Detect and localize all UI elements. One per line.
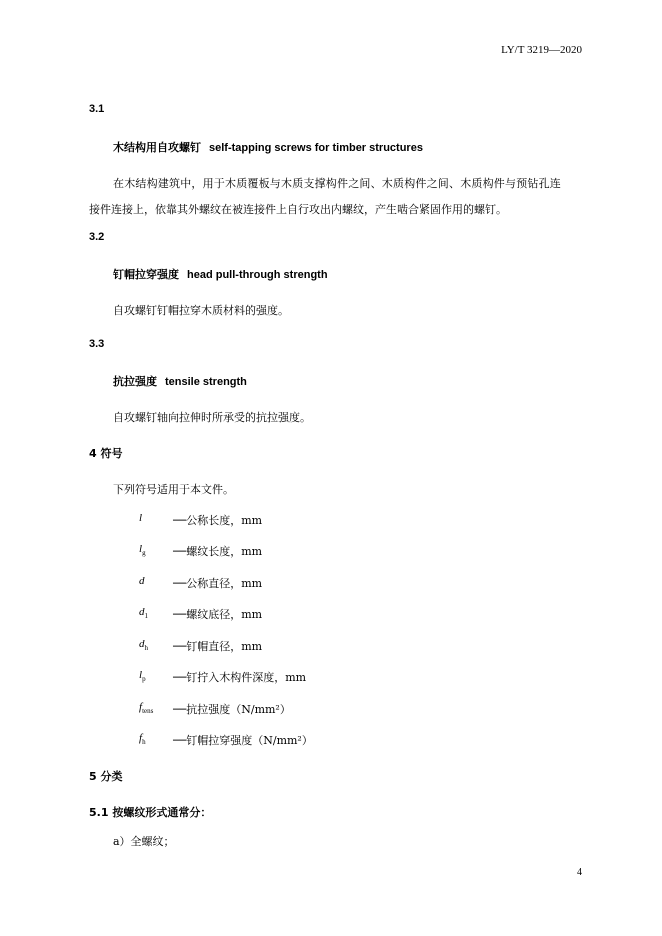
term-3-2 [113, 266, 328, 282]
definition-3-3: 自攻螺钉轴向拉伸时所承受的抗拉强度。 [113, 411, 311, 424]
symbol-lp-description: ──钉拧入木构件深度，mm [173, 671, 307, 684]
symbol-ftens-description: ──抗拉强度（N/mm²） [173, 703, 291, 716]
symbol-d1: $d_1$ [139, 606, 148, 621]
symbol-d: d [139, 575, 145, 587]
definition-3-1-line1: 在木结构建筑中，用于木质覆板与木质支撑构件之间、木质构件之间、木质构件与预钻孔连 [113, 177, 561, 190]
term-3-1 [113, 139, 423, 155]
section-4-intro: 下列符号适用于本文件。 [113, 483, 234, 496]
list-item-a: a）全螺纹； [113, 835, 175, 848]
symbol-d-description: ──公称直径，mm [173, 577, 263, 590]
symbol-dh-description: ──钉帽直径，mm [173, 640, 263, 653]
definition-3-1-line2: 接件连接上，依靠其外螺纹在被连接件上自行攻出内螺纹，产生啮合紧固作用的螺钉。 [89, 203, 507, 216]
term-zh: 木结构用自攻螺钉 [113, 141, 201, 154]
symbol-lg: $l_g$ [139, 543, 146, 558]
subsection-5-1-heading: 5.1 按螺纹形式通常分： [89, 806, 212, 819]
symbol-lg-description: ──螺纹长度，mm [173, 545, 263, 558]
symbol-dh: $d_h$ [139, 638, 148, 653]
section-4-heading: 4 符号 [89, 447, 123, 460]
clause-number-3-1: 3.1 [89, 103, 105, 115]
term-en: head pull-through strength [187, 269, 328, 281]
term-zh: 抗拉强度 [113, 375, 157, 388]
symbol-ftens: $f_{tens}$ [139, 701, 154, 716]
clause-number-3-3: 3.3 [89, 338, 105, 350]
symbol-l: l [139, 512, 143, 524]
symbol-l-description: ──公称长度，mm [173, 514, 263, 527]
definition-3-2: 自攻螺钉钉帽拉穿木质材料的强度。 [113, 304, 289, 317]
symbol-d1-description: ──螺纹底径，mm [173, 608, 263, 621]
term-3-3 [113, 373, 247, 389]
clause-number-3-2: 3.2 [89, 231, 105, 243]
section-5-heading: 5 分类 [89, 770, 123, 783]
symbol-fh: $f_h$ [139, 732, 146, 747]
symbol-lp: $l_p$ [139, 669, 146, 684]
symbol-fh-description: ──钉帽拉穿强度（N/mm²） [173, 734, 313, 747]
standard-code-header: LY/T 3219—2020 [501, 44, 582, 56]
page-number: 4 [577, 867, 582, 878]
term-zh: 钉帽拉穿强度 [113, 268, 179, 281]
term-en: tensile strength [165, 376, 247, 388]
term-en: self-tapping screws for timber structures [209, 142, 423, 154]
